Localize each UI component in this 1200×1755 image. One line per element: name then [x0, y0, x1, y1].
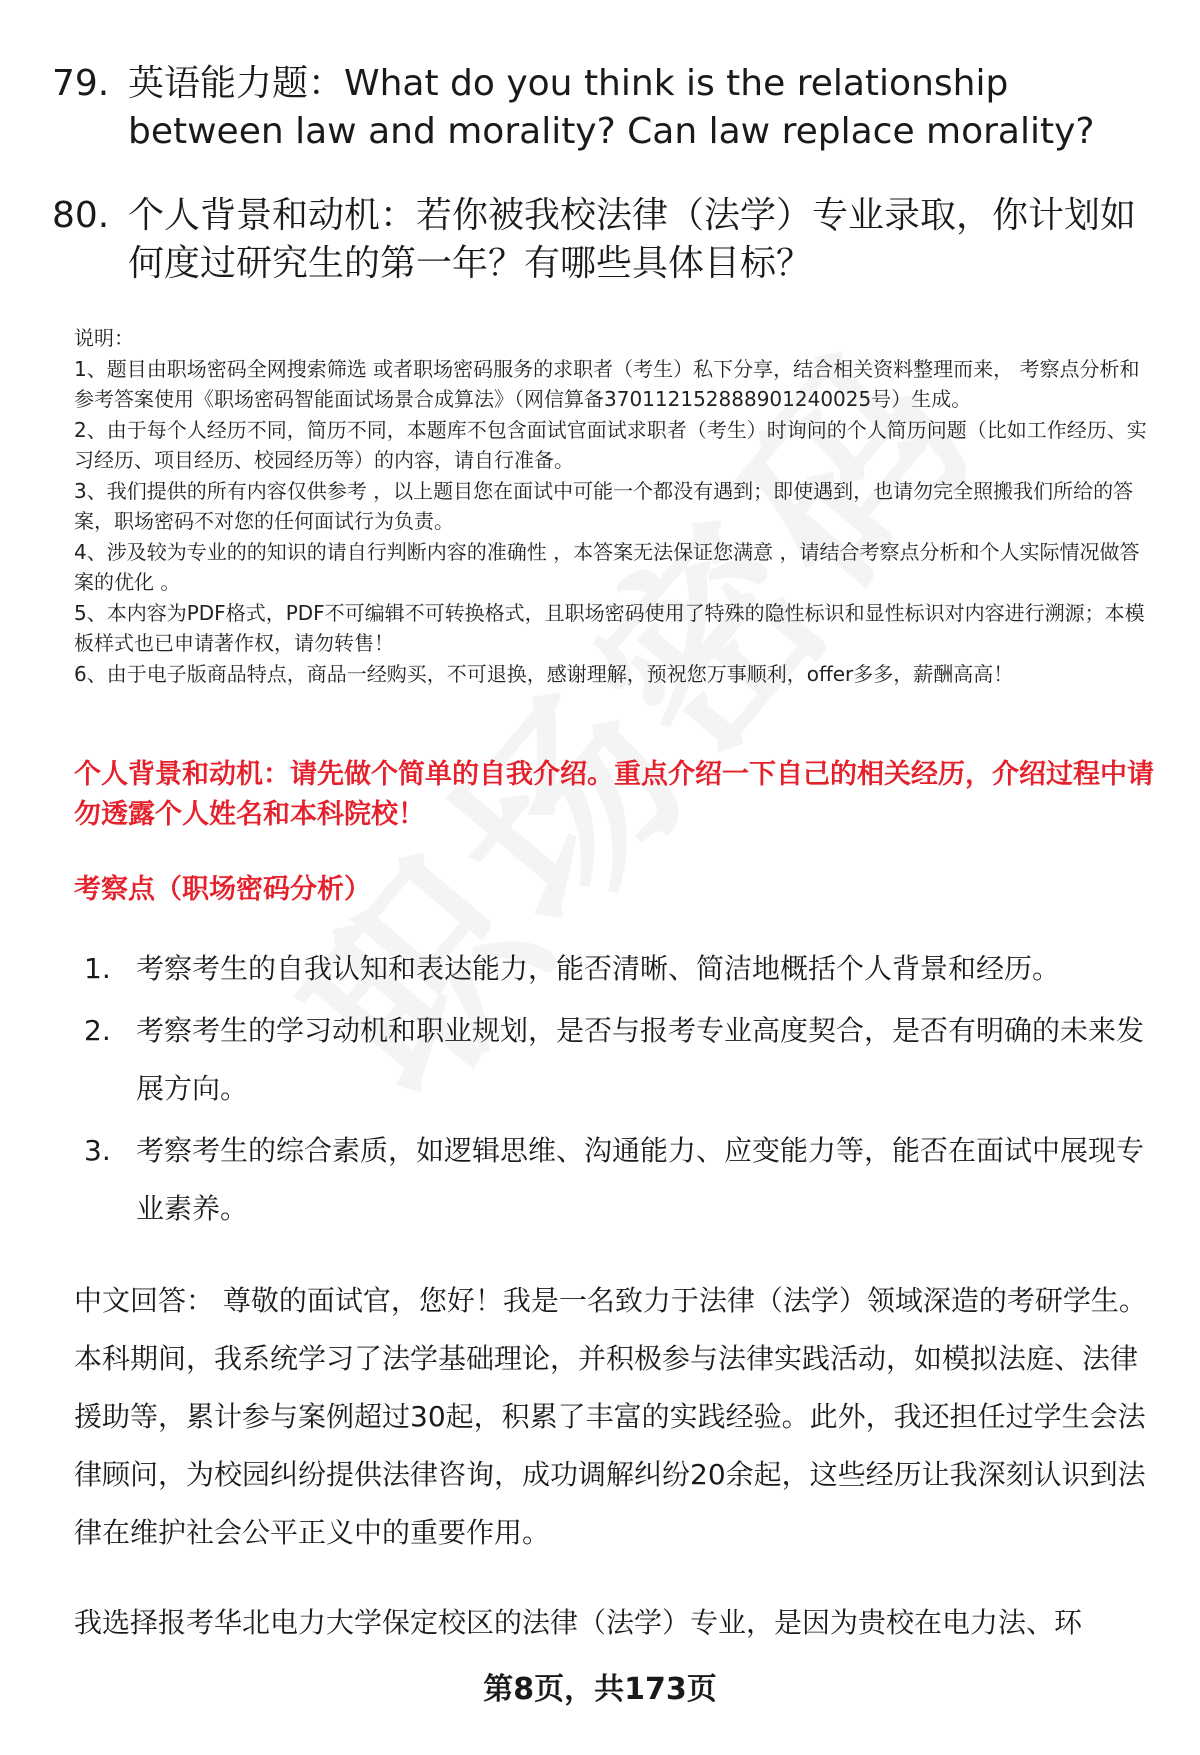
answer-paragraph: 中文回答： 尊敬的面试官，您好！我是一名致力于法律（法学）领域深造的考研学生。本科期间，我系统学习了法学基础理论，并积极参与法律实践活动，如模拟法庭、法律援助等，累计参与案例超过30起，积累了丰富的实践经验。此外，我还担任过学生会法律顾问，为校园纠纷提供法律咨询，成功调解纠纷20余起，这些经历让我深刻认识到法律在维护社会公平正义中的重要作用。: [74, 1284, 1147, 1549]
answer-paragraph-continued: 我选择报考华北电力大学保定校区的法律（法学）专业，是因为贵校在电力法、环: [74, 1606, 1083, 1639]
page-footer: 第8页，共173页: [483, 1672, 717, 1707]
point-text: 考察考生的学习动机和职业规划，是否与报考专业高度契合，是否有明确的未来发展方向。: [136, 1014, 1145, 1105]
notes-item: 4、涉及较为专业的的知识的请自行判断内容的准确性 ，本答案无法保证您满意 ，请结合考察点分析和个人实际情况做答案的优化 。: [74, 539, 1140, 594]
question-number: 79.: [52, 63, 110, 104]
question-text: 英语能力题：What do you think is the relationship between law and morality? Can law replace morality?: [128, 63, 1095, 152]
notes-item: 5、本内容为PDF格式，PDF不可编辑不可转换格式，且职场密码使用了特殊的隐性标识和显性标识对内容进行溯源；本模板样式也已申请著作权，请勿转售！: [74, 600, 1145, 655]
question-number: 80.: [52, 195, 110, 236]
question-80: [52, 192, 1152, 288]
point-text: 考察考生的自我认知和表达能力，能否清晰、简洁地概括个人背景和经历。: [136, 952, 1061, 985]
section-question-heading: 个人背景和动机：请先做个简单的自我介绍。重点介绍一下自己的相关经历，介绍过程中请勿透露个人姓名和本科院校！: [74, 759, 1154, 830]
notes-item: 2、由于每个人经历不同，简历不同，本题库不包含面试官面试求职者（考生）时询问的个人简历问题（比如工作经历、实习经历、项目经历、校园经历等）的内容，请自行准备。: [74, 417, 1147, 472]
analysis-points-list: [74, 940, 1154, 1242]
list-item: [74, 940, 1154, 998]
list-item: [74, 1122, 1154, 1238]
point-number: 3.: [84, 1134, 111, 1167]
analysis-subheading: 考察点（职场密码分析）: [74, 874, 371, 905]
notes-item: 3、我们提供的所有内容仅供参考 ，以上题目您在面试中可能一个都没有遇到；即使遇到，也请勿完全照搬我们所给的答案，职场密码不对您的任何面试行为负责。: [74, 478, 1134, 533]
notes-item: 6、由于电子版商品特点，商品一经购买，不可退换，感谢理解，预祝您万事顺利，offer多多，薪酬高高！: [74, 661, 1014, 686]
disclaimer-notes: [74, 323, 1154, 689]
point-text: 考察考生的综合素质，如逻辑思维、沟通能力、应变能力等，能否在面试中展现专业素养。: [136, 1134, 1145, 1225]
notes-item: 1、题目由职场密码全网搜索筛选 或者职场密码服务的求职者（考生）私下分享，结合相关资料整理而来， 考察点分析和参考答案使用《职场密码智能面试场景合成算法》（网信算备370112152888901240025号）生成。: [74, 356, 1140, 411]
point-number: 1.: [84, 952, 111, 985]
notes-title: 说明：: [74, 326, 134, 350]
question-text: 个人背景和动机：若你被我校法律（法学）专业录取，你计划如何度过研究生的第一年？有哪些具体目标？: [128, 195, 1137, 284]
point-number: 2.: [84, 1014, 111, 1047]
question-79: [52, 60, 1152, 156]
list-item: [74, 1002, 1154, 1118]
